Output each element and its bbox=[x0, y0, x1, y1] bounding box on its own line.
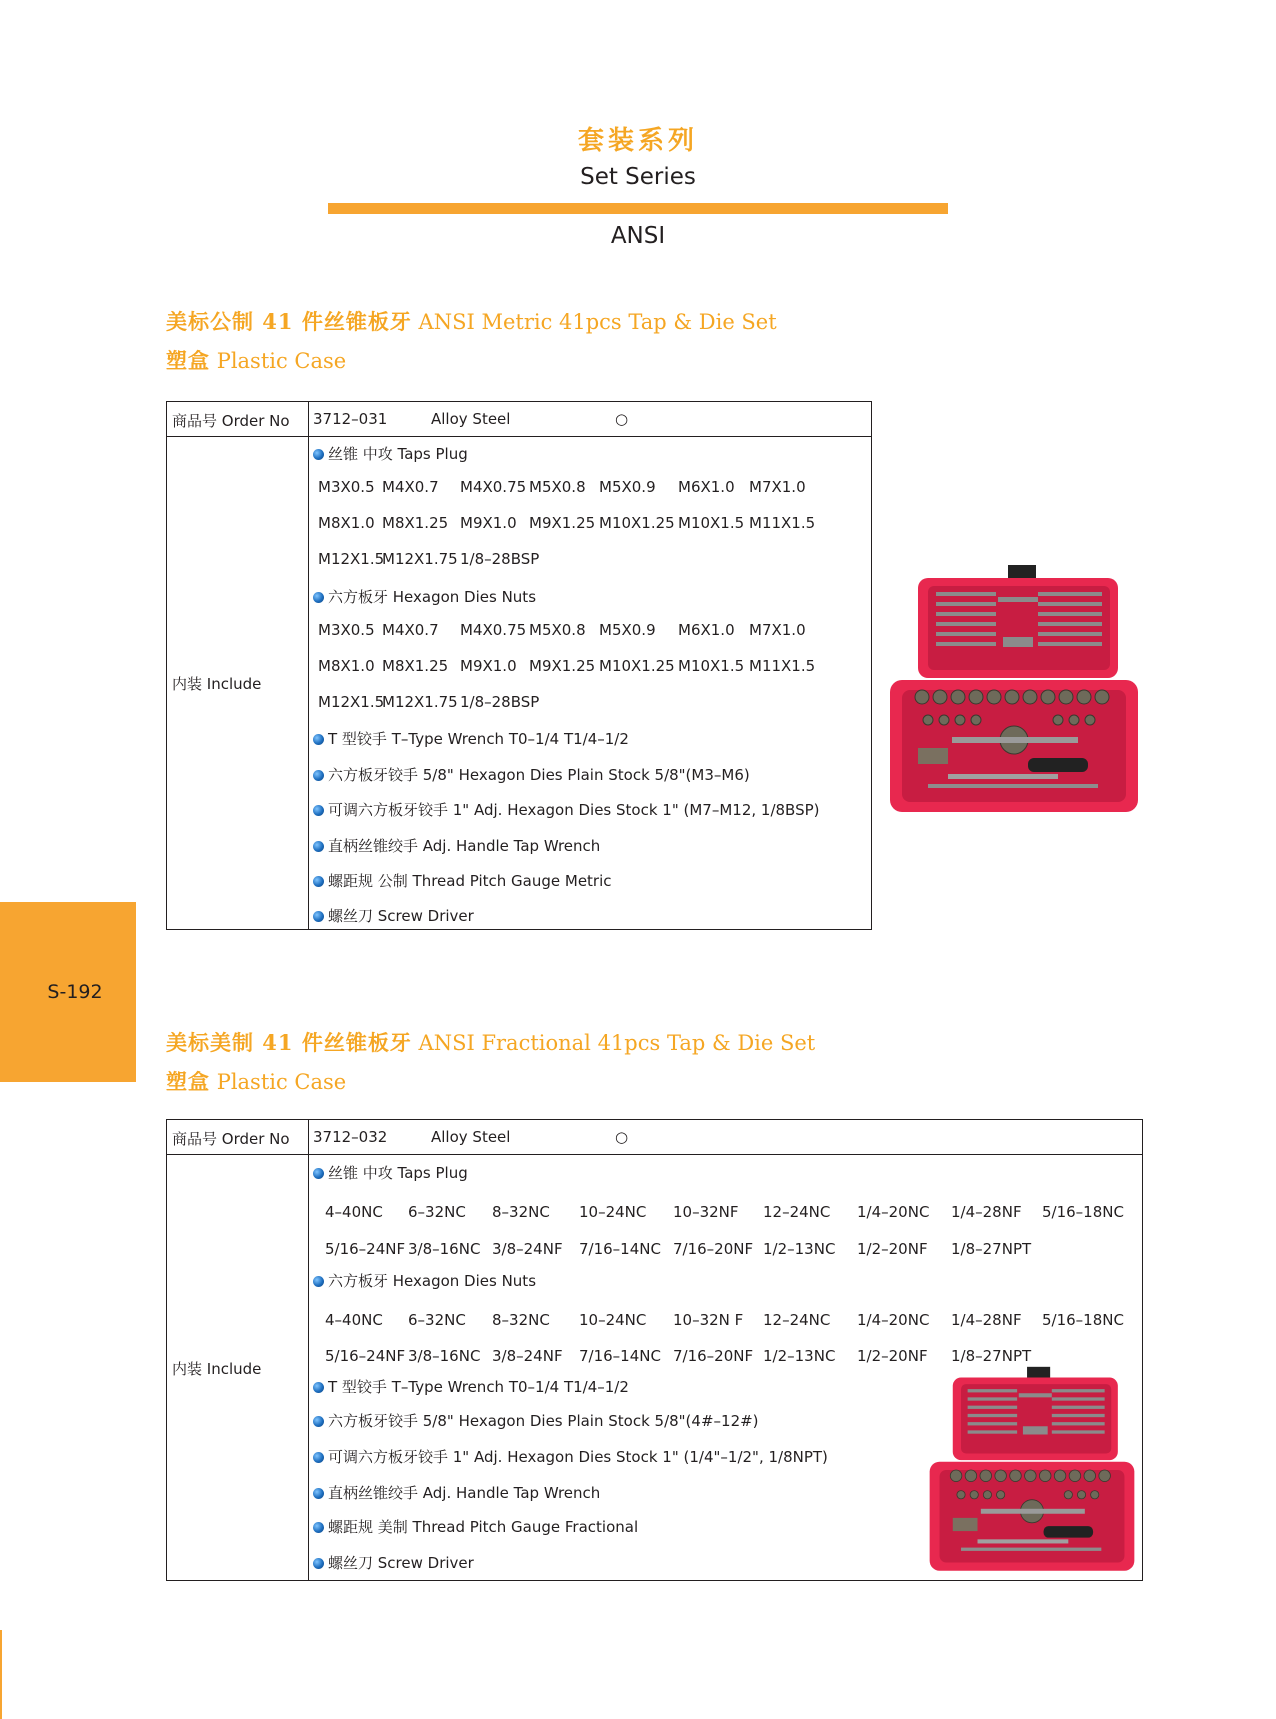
size-cell: 12–24NC bbox=[763, 1311, 831, 1329]
section-1-table bbox=[166, 401, 872, 930]
size-cell: 10–24NC bbox=[579, 1311, 647, 1329]
section-1-case-cn: 塑盒 bbox=[166, 348, 210, 373]
size-cell: 1/4–20NC bbox=[857, 1203, 930, 1221]
size-cell: 10–32N F bbox=[673, 1311, 744, 1329]
bullet-icon bbox=[313, 770, 324, 781]
bullet-icon bbox=[313, 1416, 324, 1427]
size-cell: 4–40NC bbox=[325, 1203, 383, 1221]
extra-item: T 型铰手 T–Type Wrench T0–1/4 T1/4–1/2 bbox=[313, 1376, 629, 1397]
size-cell: 3/8–16NC bbox=[408, 1240, 481, 1258]
tap-die-case-image bbox=[888, 562, 1140, 818]
size-cell: M11X1.5 bbox=[749, 657, 816, 675]
extra-item: 直柄丝锥绞手 Adj. Handle Tap Wrench bbox=[313, 835, 600, 856]
size-cell: M6X1.0 bbox=[678, 478, 735, 496]
page-title-en: Set Series bbox=[580, 164, 696, 190]
size-cell: M8X1.0 bbox=[318, 514, 375, 532]
order-number: 3712–032 bbox=[313, 1128, 388, 1146]
bullet-icon bbox=[313, 805, 324, 816]
size-cell: M3X0.5 bbox=[318, 478, 375, 496]
bullet-icon bbox=[313, 1452, 324, 1463]
tap-die-case-image bbox=[928, 1364, 1136, 1576]
size-cell: 10–32NF bbox=[673, 1203, 739, 1221]
standard-label: ANSI bbox=[610, 223, 666, 249]
size-cell: M4X0.75 bbox=[460, 478, 527, 496]
extra-item: 直柄丝锥绞手 Adj. Handle Tap Wrench bbox=[313, 1482, 600, 1503]
size-cell: 6–32NC bbox=[408, 1311, 466, 1329]
size-cell: M4X0.7 bbox=[382, 478, 439, 496]
dies-heading: 六方板牙 Hexagon Dies Nuts bbox=[313, 1270, 536, 1291]
section-1-title-en: ANSI Metric 41pcs Tap & Die Set bbox=[418, 310, 777, 334]
size-cell: 1/2–20NF bbox=[857, 1240, 928, 1258]
size-cell: M10X1.5 bbox=[678, 657, 745, 675]
size-cell: 3/8–24NF bbox=[492, 1347, 563, 1365]
size-cell: 5/16–18NC bbox=[1042, 1203, 1124, 1221]
bullet-icon bbox=[313, 1168, 324, 1179]
size-cell: M5X0.9 bbox=[599, 621, 656, 639]
extra-item: T 型铰手 T–Type Wrench T0–1/4 T1/4–1/2 bbox=[313, 728, 629, 749]
size-cell: M8X1.25 bbox=[382, 657, 449, 675]
section-2-case bbox=[166, 1066, 346, 1096]
bullet-icon bbox=[313, 449, 324, 460]
include-label: 内装 Include bbox=[172, 1360, 262, 1378]
size-cell: 7/16–20NF bbox=[673, 1347, 754, 1365]
availability-mark: ○ bbox=[615, 410, 629, 428]
size-cell: 6–32NC bbox=[408, 1203, 466, 1221]
size-cell: 7/16–20NF bbox=[673, 1240, 754, 1258]
size-cell: M3X0.5 bbox=[318, 621, 375, 639]
size-cell: 7/16–14NC bbox=[579, 1347, 661, 1365]
size-cell: M5X0.8 bbox=[529, 478, 586, 496]
page-tab bbox=[0, 902, 136, 1082]
bullet-icon bbox=[313, 911, 324, 922]
edge-line bbox=[0, 1630, 2, 1719]
order-number: 3712–031 bbox=[313, 410, 388, 428]
size-cell: 5/16–24NF bbox=[325, 1347, 406, 1365]
bullet-icon bbox=[313, 876, 324, 887]
size-cell: M5X0.9 bbox=[599, 478, 656, 496]
section-1-case-en: Plastic Case bbox=[216, 349, 347, 373]
extra-item: 螺丝刀 Screw Driver bbox=[313, 905, 474, 926]
section-2-case-cn: 塑盒 bbox=[166, 1069, 210, 1094]
taps-heading: 丝锥 中攻 Taps Plug bbox=[313, 443, 468, 464]
extra-item: 可调六方板牙铰手 1" Adj. Hexagon Dies Stock 1" (1/4"–1/2", 1/8NPT) bbox=[313, 1446, 828, 1467]
bullet-icon bbox=[313, 592, 324, 603]
size-cell: 1/8–28BSP bbox=[460, 550, 540, 568]
size-cell: 7/16–14NC bbox=[579, 1240, 661, 1258]
size-cell: M11X1.5 bbox=[749, 514, 816, 532]
bullet-icon bbox=[313, 841, 324, 852]
size-cell: M9X1.25 bbox=[529, 657, 596, 675]
extra-item: 螺丝刀 Screw Driver bbox=[313, 1552, 474, 1573]
size-cell: 1/4–28NF bbox=[951, 1311, 1022, 1329]
size-cell: M8X1.0 bbox=[318, 657, 375, 675]
header-divider bbox=[328, 203, 948, 214]
size-cell: M12X1.5 bbox=[318, 693, 385, 711]
size-cell: M8X1.25 bbox=[382, 514, 449, 532]
size-cell: M4X0.7 bbox=[382, 621, 439, 639]
bullet-icon bbox=[313, 734, 324, 745]
order-label: 商品号 Order No bbox=[172, 1130, 290, 1148]
size-cell: 1/2–13NC bbox=[763, 1240, 836, 1258]
size-cell: M12X1.5 bbox=[318, 550, 385, 568]
size-cell: M7X1.0 bbox=[749, 621, 806, 639]
size-cell: 3/8–24NF bbox=[492, 1240, 563, 1258]
page-title-cn: 套装系列 bbox=[577, 126, 698, 156]
size-cell: M7X1.0 bbox=[749, 478, 806, 496]
size-cell: 8–32NC bbox=[492, 1311, 550, 1329]
material: Alloy Steel bbox=[431, 410, 511, 428]
size-cell: 5/16–24NF bbox=[325, 1240, 406, 1258]
dies-heading: 六方板牙 Hexagon Dies Nuts bbox=[313, 586, 536, 607]
size-cell: 1/4–20NC bbox=[857, 1311, 930, 1329]
bullet-icon bbox=[313, 1382, 324, 1393]
order-label: 商品号 Order No bbox=[172, 412, 290, 430]
section-2-title bbox=[166, 1027, 815, 1057]
taps-heading: 丝锥 中攻 Taps Plug bbox=[313, 1162, 468, 1183]
size-cell: 5/16–18NC bbox=[1042, 1311, 1124, 1329]
bullet-icon bbox=[313, 1276, 324, 1287]
section-1-title-cn: 美标公制 41 件丝锥板牙 bbox=[166, 309, 412, 334]
include-label: 内装 Include bbox=[172, 675, 262, 693]
extra-item: 可调六方板牙铰手 1" Adj. Hexagon Dies Stock 1" (M7–M12, 1/8BSP) bbox=[313, 799, 820, 820]
size-cell: 3/8–16NC bbox=[408, 1347, 481, 1365]
size-cell: M12X1.75 bbox=[382, 550, 458, 568]
size-cell: M12X1.75 bbox=[382, 693, 458, 711]
size-cell: M10X1.25 bbox=[599, 514, 675, 532]
label-column bbox=[167, 1120, 309, 1580]
size-cell: 8–32NC bbox=[492, 1203, 550, 1221]
size-cell: M9X1.0 bbox=[460, 657, 517, 675]
size-cell: 10–24NC bbox=[579, 1203, 647, 1221]
section-1-case bbox=[166, 345, 346, 375]
size-cell: M5X0.8 bbox=[529, 621, 586, 639]
section-2-title-cn: 美标美制 41 件丝锥板牙 bbox=[166, 1030, 412, 1055]
size-cell: 1/8–28BSP bbox=[460, 693, 540, 711]
bullet-icon bbox=[313, 1558, 324, 1569]
size-cell: M9X1.25 bbox=[529, 514, 596, 532]
section-1-title bbox=[166, 306, 777, 336]
size-cell: 1/2–20NF bbox=[857, 1347, 928, 1365]
page-number: S-192 bbox=[47, 981, 103, 1003]
extra-item: 六方板牙铰手 5/8" Hexagon Dies Plain Stock 5/8"(4#–12#) bbox=[313, 1410, 759, 1431]
extra-item: 六方板牙铰手 5/8" Hexagon Dies Plain Stock 5/8"(M3–M6) bbox=[313, 764, 750, 785]
section-2-title-en: ANSI Fractional 41pcs Tap & Die Set bbox=[418, 1031, 816, 1055]
size-cell: 1/2–13NC bbox=[763, 1347, 836, 1365]
size-cell: M6X1.0 bbox=[678, 621, 735, 639]
size-cell: 1/8–27NPT bbox=[951, 1240, 1032, 1258]
material: Alloy Steel bbox=[431, 1128, 511, 1146]
bullet-icon bbox=[313, 1488, 324, 1499]
extra-item: 螺距规 公制 Thread Pitch Gauge Metric bbox=[313, 870, 612, 891]
availability-mark: ○ bbox=[615, 1128, 629, 1146]
section-2-case-en: Plastic Case bbox=[216, 1070, 347, 1094]
size-cell: 4–40NC bbox=[325, 1311, 383, 1329]
size-cell: M9X1.0 bbox=[460, 514, 517, 532]
size-cell: 12–24NC bbox=[763, 1203, 831, 1221]
size-cell: 1/8–27NPT bbox=[951, 1347, 1032, 1365]
extra-item: 螺距规 美制 Thread Pitch Gauge Fractional bbox=[313, 1516, 638, 1537]
size-cell: M10X1.25 bbox=[599, 657, 675, 675]
size-cell: M4X0.75 bbox=[460, 621, 527, 639]
size-cell: 1/4–28NF bbox=[951, 1203, 1022, 1221]
bullet-icon bbox=[313, 1522, 324, 1533]
size-cell: M10X1.5 bbox=[678, 514, 745, 532]
label-column bbox=[167, 402, 309, 929]
